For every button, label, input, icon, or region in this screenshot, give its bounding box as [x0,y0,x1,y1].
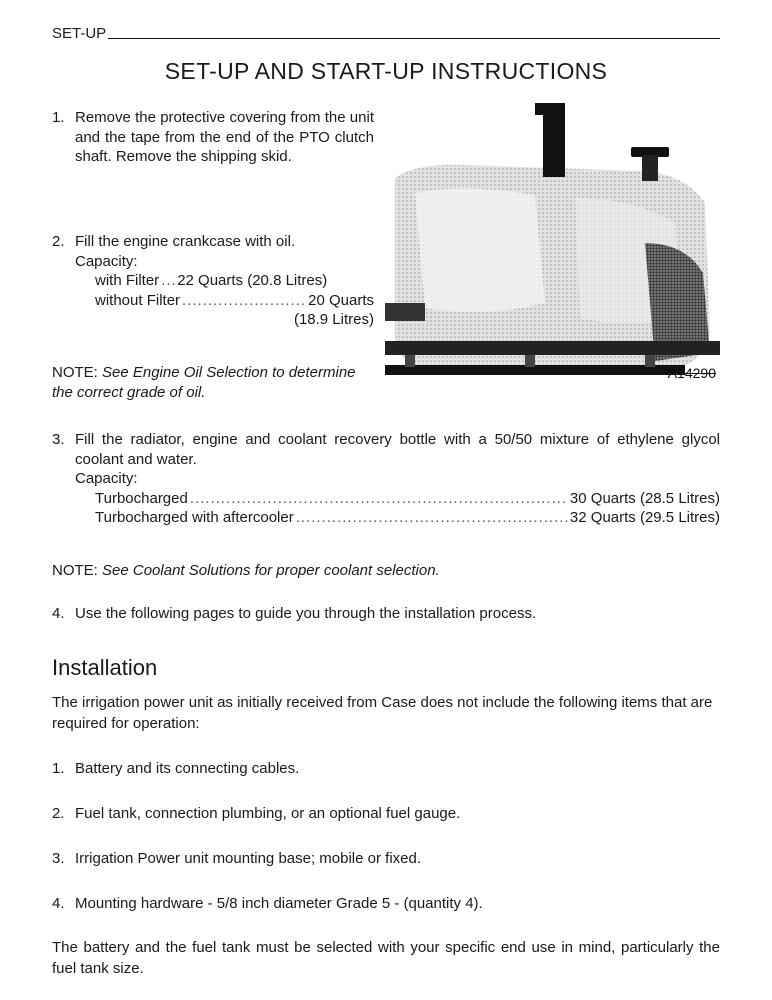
step-number: 3. [52,431,65,448]
item-number: 4. [52,895,65,912]
capacity-row-value: 22 Quarts (20.8 Litres) [177,272,328,289]
capacity-row-value: 30 Quarts (28.5 Litres) [569,489,720,507]
item-text: Irrigation Power unit mounting base; mobile or fixed. [75,850,422,867]
item-number: 2. [52,805,65,822]
photo-reference-label: A14290 [667,365,716,381]
item-text: Mounting hardware - 5/8 inch diameter Grade 5 - (quantity 4). [75,895,483,912]
header-rule [108,38,720,39]
installation-closing: The battery and the fuel tank must be selected with your specific end use in mind, particularly the fuel tank size. [52,939,720,977]
section-tag-label: SET-UP [52,25,107,42]
note-lead: NOTE: [52,364,98,381]
step-text: Fill the engine crankcase with oil. [75,233,296,250]
step-number: 1. [52,109,65,126]
step-4 [52,604,720,624]
item-number: 3. [52,850,65,867]
item-text: Fuel tank, connection plumbing, or an optional fuel gauge. [75,805,461,822]
note-text: See Engine Oil Selection to determine the correct grade of oil. [52,364,356,401]
installation-item-4 [52,894,720,914]
installation-item-3 [52,849,720,869]
note-oil [52,363,374,402]
step-text: Use the following pages to guide you through the installation process. [75,605,537,622]
step-2 [52,232,374,330]
capacity-row-value: 20 Quarts [308,291,374,309]
step-number: 2. [52,233,65,250]
installation-item-2 [52,804,720,824]
step-3 [52,430,720,528]
step-text: Fill the radiator, engine and coolant recovery bottle with a 50/50 mixture of ethylene glycol coolant and water. [75,431,720,468]
capacity-label: Capacity: [75,252,138,270]
capacity-row [95,291,374,311]
section-header [52,22,720,42]
unit-photo [385,103,720,391]
page-title: SET-UP AND START-UP INSTRUCTIONS [164,58,608,84]
capacity-row-value-2: (18.9 Litres) [293,311,374,328]
capacity-row-label: with Filter [95,272,160,289]
capacity-row [95,508,720,528]
capacity-row-label: without Filter [95,291,181,309]
capacity-row [95,489,720,509]
note-coolant [52,561,720,581]
capacity-row [95,271,374,291]
step-text: Remove the protective covering from the unit and the tape from the end of the PTO clutch shaft. Remove the shipping skid. [75,109,374,165]
item-number: 1. [52,760,65,777]
unit-photo-illustration [385,103,720,391]
step-number: 4. [52,605,65,622]
installation-heading: Installation [52,655,158,680]
installation-item-1 [52,759,720,779]
note-lead: NOTE: [52,562,98,579]
item-text: Battery and its connecting cables. [75,760,300,777]
capacity-row-label: Turbocharged with aftercooler [95,509,294,526]
capacity-row-value: 32 Quarts (29.5 Litres) [569,509,720,526]
note-text: See Coolant Solutions for proper coolant selection. [102,562,440,579]
capacity-row-label: Turbocharged [95,489,188,507]
installation-intro: The irrigation power unit as initially received from Case does not include the following items that are required for operation: [52,694,713,732]
step-1 [52,108,374,167]
capacity-label: Capacity: [75,470,138,487]
